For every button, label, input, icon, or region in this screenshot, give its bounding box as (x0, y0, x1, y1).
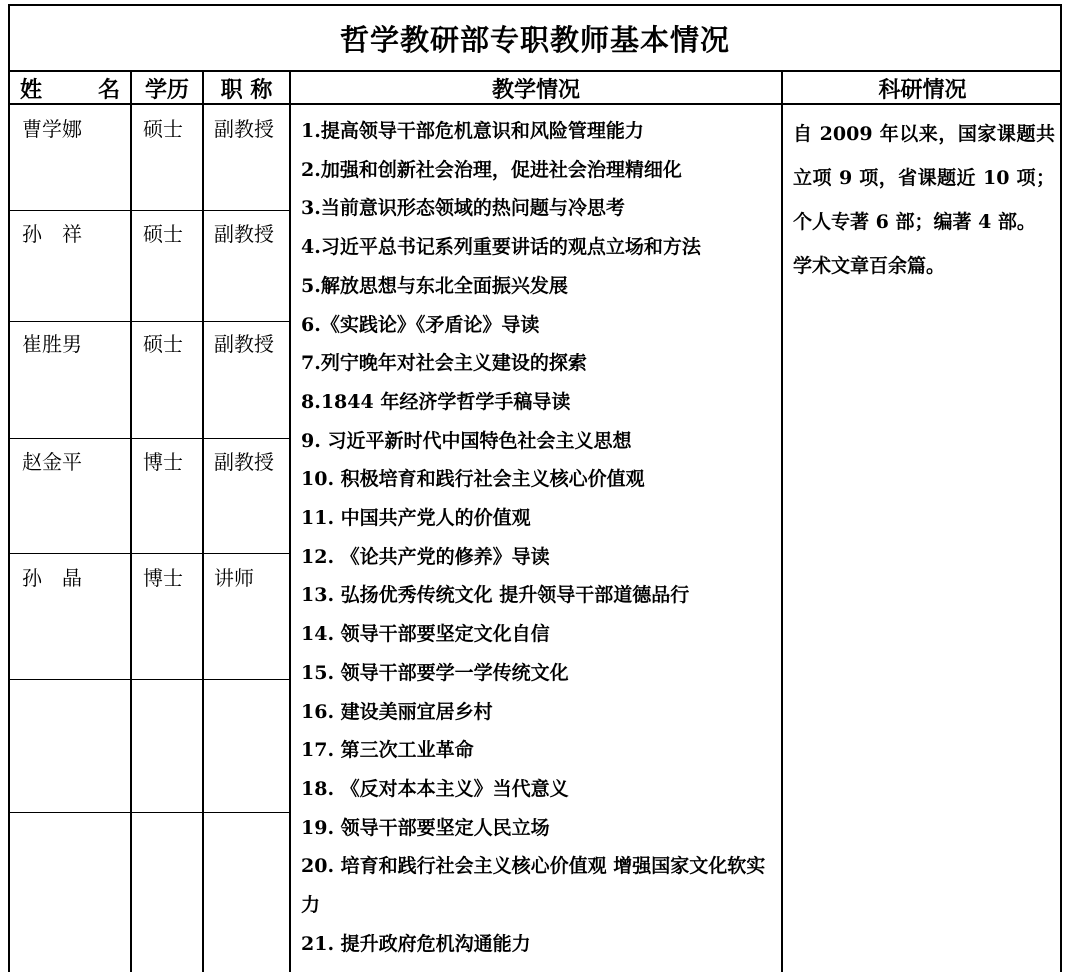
teacher-rank: 副教授 (214, 450, 274, 474)
teacher-rank: 讲师 (214, 566, 254, 590)
row-rule-1 (8, 210, 290, 211)
teaching-item: 14. 领导干部要坚定文化自信 (301, 623, 550, 646)
header-degree: 学历 (144, 76, 189, 103)
teaching-item: 11. 中国共产党人的价值观 (301, 507, 531, 530)
teacher-rank: 副教授 (214, 117, 274, 141)
teacher-name: 孙 祥 (22, 222, 82, 246)
research-summary (793, 112, 1055, 288)
page-title: 哲学教研部专职教师基本情况 (339, 22, 730, 57)
header-rank: 职 称 (220, 76, 273, 103)
research-articles-text: 学术文章百余篇。 (793, 255, 946, 277)
teaching-item: 3.当前意识形态领域的热问题与冷思考 (301, 197, 625, 220)
teaching-item: 20. 培育和践行社会主义核心价值观 增强国家文化软实力 (301, 855, 766, 917)
header-name-last-char: 名 (97, 76, 120, 103)
teacher-degree: 博士 (143, 566, 183, 590)
row-rule-2 (8, 321, 290, 322)
teaching-item: 10. 积极培育和践行社会主义核心价值观 (301, 468, 645, 491)
teaching-item: 16. 建设美丽宜居乡村 (301, 700, 493, 723)
col-rule-teaching (781, 70, 783, 972)
header-name (20, 72, 120, 104)
teaching-item: 15. 领导干部要学一学传统文化 (301, 661, 569, 684)
teaching-item: 19. 领导干部要坚定人民立场 (301, 816, 550, 839)
teaching-item: 17. 第三次工业革命 (301, 739, 474, 762)
teacher-degree: 硕士 (143, 222, 183, 246)
teaching-item: 4.习近平总书记系列重要讲话的观点立场和方法 (301, 236, 701, 259)
teacher-rank: 副教授 (214, 332, 274, 356)
teacher-name: 崔胜男 (22, 332, 82, 356)
teacher-name: 曹学娜 (22, 117, 82, 141)
research-projects-text: 自 2009 年以来，国家课题共立项 9 项，省课题近 10 项；个人专著 6 部；编著 4 部。 (793, 123, 1055, 233)
teaching-item: 8.1844 年经济学哲学手稿导读 (301, 390, 571, 413)
teaching-item: 12. 《论共产党的修养》导读 (301, 545, 550, 568)
col-rule-rank (289, 70, 291, 972)
teacher-degree: 硕士 (143, 332, 183, 356)
teaching-item: 13. 弘扬优秀传统文化 提升领导干部道德品行 (301, 584, 690, 607)
header-teaching: 教学情况 (491, 76, 580, 103)
teaching-item: 5.解放思想与东北全面振兴发展 (301, 274, 568, 297)
header-name-first-char: 姓 (20, 76, 43, 103)
col-rule-name (130, 70, 132, 972)
teaching-item: 21. 提升政府危机沟通能力 (301, 932, 531, 955)
teaching-item: 7.列宁晚年对社会主义建设的探索 (301, 352, 587, 375)
teaching-item: 1.提高领导干部危机意识和风险管理能力 (301, 120, 644, 142)
teacher-degree: 博士 (143, 450, 183, 474)
row-rule-4 (8, 553, 290, 554)
row-rule-3 (8, 438, 290, 439)
row-rule-6 (8, 812, 290, 813)
teaching-item: 18. 《反对本本主义》当代意义 (301, 777, 569, 800)
teaching-item: 9. 习近平新时代中国特色社会主义思想 (301, 429, 632, 452)
teaching-list (301, 112, 779, 963)
header-research: 科研情况 (878, 76, 967, 103)
row-rule-5 (8, 679, 290, 680)
teacher-name: 孙 晶 (22, 566, 82, 590)
teacher-name: 赵金平 (22, 450, 82, 474)
teaching-item: 6.《实践论》《矛盾论》导读 (301, 313, 540, 336)
teaching-item: 2.加强和创新社会治理，促进社会治理精细化 (301, 158, 682, 181)
col-rule-degree (202, 70, 204, 972)
teacher-rank: 副教授 (214, 222, 274, 246)
teacher-degree: 硕士 (143, 117, 183, 141)
